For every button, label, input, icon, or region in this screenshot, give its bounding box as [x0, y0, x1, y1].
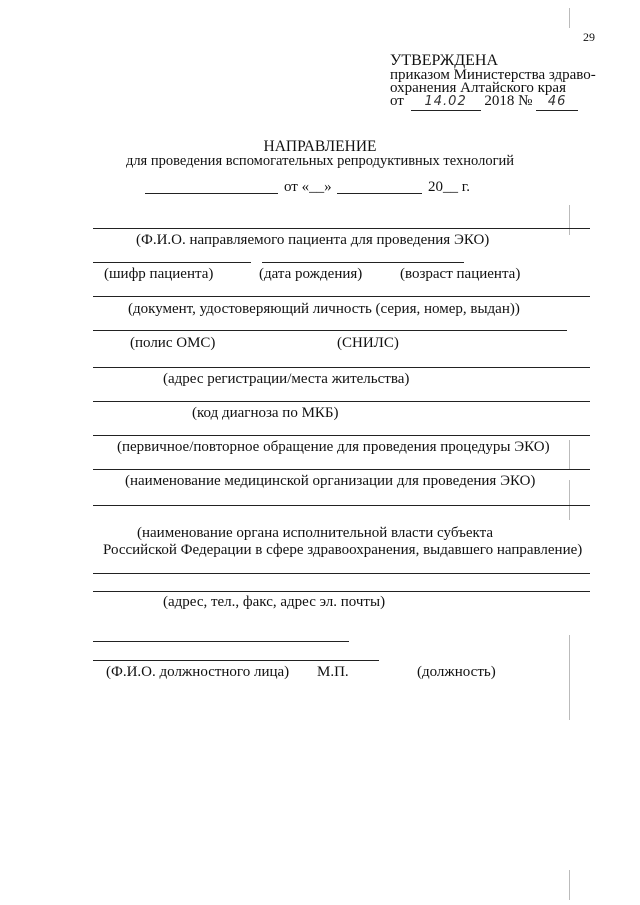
official-name-label: (Ф.И.О. должностного лица) [106, 664, 290, 680]
approval-date-line [390, 93, 578, 111]
patient-name-line [93, 228, 590, 229]
authority-label-2: Российской Федерации в сфере здравоохранения, выдавшего направление) [103, 542, 583, 558]
handwritten-number-signature: 46 [547, 94, 567, 109]
handwritten-number [536, 93, 578, 111]
contacts-label: (адрес, тел., факс, адрес эл. почты) [163, 594, 386, 610]
number-blank [145, 193, 278, 194]
date-from: от «__» [284, 179, 332, 195]
medical-org-line [93, 469, 590, 470]
handwritten-date [411, 93, 481, 111]
visit-type-label: (первичное/повторное обращение для проведения процедуры ЭКО) [117, 439, 550, 455]
oms-policy-label: (полис ОМС) [130, 335, 216, 351]
visit-type-line [93, 435, 590, 436]
icd-code-label: (код диагноза по МКБ) [192, 405, 339, 421]
seal-label: М.П. [317, 664, 349, 680]
approval-line-2: охранения Алтайского края [390, 80, 566, 96]
medical-org-label: (наименование медицинской организации для проведения ЭКО) [125, 473, 536, 489]
page-number: 29 [583, 30, 595, 44]
contacts-line [93, 591, 590, 592]
birth-date-label: (дата рождения) [259, 266, 363, 282]
month-blank [337, 193, 422, 194]
scan-edge-mark [569, 440, 570, 470]
handwritten-date-signature: 14.02 [424, 94, 467, 109]
document-subtitle: для проведения вспомогательных репродуктивных технологий [125, 153, 515, 169]
address-label: (адрес регистрации/места жительства) [163, 371, 410, 387]
scan-edge-mark [569, 635, 570, 720]
official-line-1 [93, 641, 349, 642]
year-number: 2018 № [484, 93, 533, 109]
address-line [93, 367, 590, 368]
patient-age-label: (возраст пациента) [400, 266, 521, 282]
authority-line-top [93, 505, 590, 506]
identity-document-label: (документ, удостоверяющий личность (серия, номер, выдан)) [128, 301, 520, 317]
authority-line-bottom [93, 573, 590, 574]
patient-code-label: (шифр пациента) [104, 266, 214, 282]
official-line-2 [93, 660, 379, 661]
position-label: (должность) [417, 664, 496, 680]
identity-document-line [93, 296, 590, 297]
authority-label-1: (наименование органа исполнительной власти субъекта [137, 525, 493, 541]
document-title: НАПРАВЛЕНИЕ [263, 138, 377, 155]
patient-name-label: (Ф.И.О. направляемого пациента для проведения ЭКО) [136, 232, 490, 248]
patient-code-line [93, 262, 251, 263]
oms-snils-line [93, 330, 567, 331]
scan-edge-mark [569, 480, 570, 520]
scan-edge-mark [569, 870, 570, 900]
snils-label: (СНИЛС) [337, 335, 399, 351]
approval-line-1: приказом Министерства здраво- [390, 67, 596, 83]
date-year: 20__ г. [428, 179, 470, 195]
birth-date-line [262, 262, 464, 263]
icd-code-line [93, 401, 590, 402]
date-prefix: от [390, 93, 404, 109]
scan-edge-mark [569, 8, 570, 28]
scan-edge-mark [569, 205, 570, 235]
approval-title: УТВЕРЖДЕНА [390, 52, 499, 69]
